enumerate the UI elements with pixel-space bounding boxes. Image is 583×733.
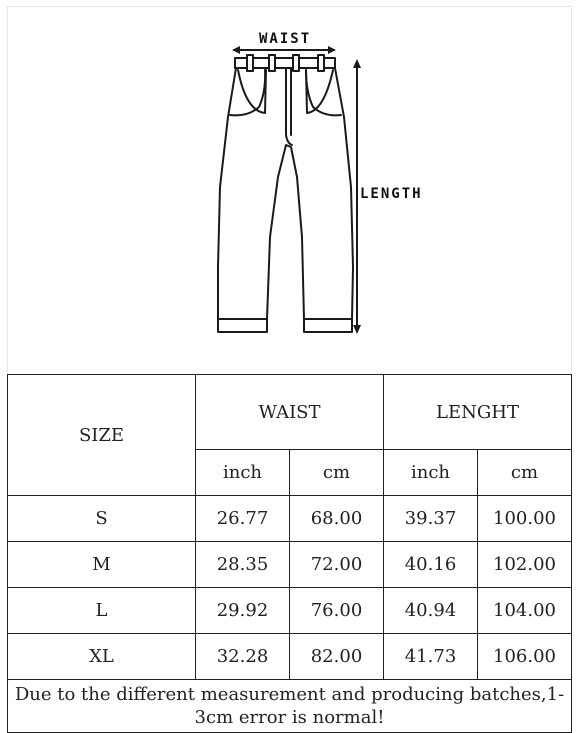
- waist-label: WAIST: [259, 31, 312, 47]
- waist-inch-cell: 28.35: [196, 542, 290, 588]
- waist-inch-cell: 26.77: [196, 496, 290, 542]
- waist-inch-cell: 29.92: [196, 588, 290, 634]
- unit-waist-inch: inch: [196, 450, 290, 496]
- waist-inch-cell: 32.28: [196, 634, 290, 680]
- unit-waist-cm: cm: [290, 450, 384, 496]
- length-inch-cell: 40.94: [384, 588, 478, 634]
- length-inch-cell: 40.16: [384, 542, 478, 588]
- length-label: LENGTH: [360, 186, 423, 202]
- size-header: SIZE: [8, 375, 196, 496]
- waist-cm-cell: 82.00: [290, 634, 384, 680]
- size-cell: L: [8, 588, 196, 634]
- waist-header: WAIST: [196, 375, 384, 450]
- table-row: [8, 588, 572, 634]
- length-header: LENGHT: [384, 375, 572, 450]
- length-inch-cell: 39.37: [384, 496, 478, 542]
- unit-length-inch: inch: [384, 450, 478, 496]
- size-cell: S: [8, 496, 196, 542]
- pants-illustration: [8, 7, 571, 375]
- waist-cm-cell: 72.00: [290, 542, 384, 588]
- unit-length-cm: cm: [478, 450, 572, 496]
- size-chart-table: [7, 374, 572, 733]
- size-cell: XL: [8, 634, 196, 680]
- length-cm-cell: 102.00: [478, 542, 572, 588]
- measurement-note: Due to the different measurement and producing batches,1-3cm error is normal!: [8, 680, 572, 733]
- waist-cm-cell: 76.00: [290, 588, 384, 634]
- size-cell: M: [8, 542, 196, 588]
- length-cm-cell: 100.00: [478, 496, 572, 542]
- table-row: [8, 496, 572, 542]
- waist-cm-cell: 68.00: [290, 496, 384, 542]
- length-inch-cell: 41.73: [384, 634, 478, 680]
- table-row: [8, 542, 572, 588]
- length-cm-cell: 106.00: [478, 634, 572, 680]
- table-row: [8, 634, 572, 680]
- length-cm-cell: 104.00: [478, 588, 572, 634]
- pants-diagram: [7, 6, 572, 375]
